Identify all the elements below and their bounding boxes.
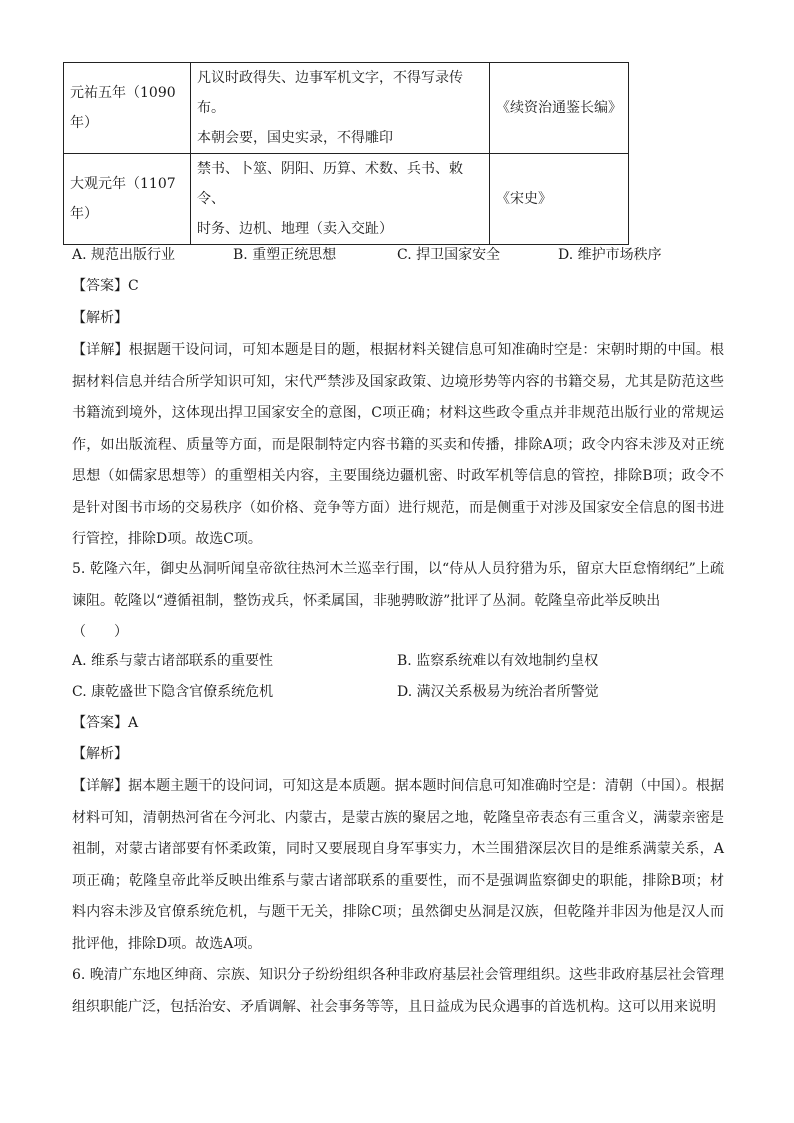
table-cell-time: 元祐五年（1090年） <box>64 63 191 154</box>
q5-option-c: C. 康乾盛世下隐含官僚系统危机 <box>72 684 274 700</box>
content-line: 凡议时政得失、边事军机文字，不得写录传布。 <box>197 70 463 116</box>
q4-option-a: A. 规范出版行业 <box>72 247 176 263</box>
answer-value: A <box>128 715 139 731</box>
content-line: 禁书、卜筮、阴阳、历算、术数、兵书、敕令、 <box>197 161 463 207</box>
answer-label: 【答案】 <box>72 715 128 731</box>
q6-stem: 6. 晚清广东地区绅商、宗族、知识分子纷纷组织各种非政府基层社会管理组织。这些非政府基层社会管理组织职能广泛，包括治安、矛盾调解、社会事务等等，且日益成为民众遇事的首选机构。这可以用来说明 <box>72 967 724 1015</box>
source-table <box>63 62 629 245</box>
table-cell-content <box>191 63 490 154</box>
table-cell-time: 大观元年（1107年） <box>64 154 191 245</box>
table-row <box>64 63 629 154</box>
content-line: 时务、边机、地理（卖入交趾） <box>197 221 393 237</box>
q4-detail: 【详解】根据题干设问词，可知本题是目的题，根据材料关键信息可知准确时空是：宋朝时期的中国。根据材料信息并结合所学知识可知，宋代严禁涉及国家政策、边境形势等内容的书籍交易，尤其是防范这些书籍流到境外，这体现出捍卫国家安全的意图，C项正确；材料这些政令重点并非规范出版行业的常规运作，如出版流程、质量等方面，而是限制特定内容书籍的买卖和传播，排除A项；政令内容未涉及对正统思想（如儒家思想等）的重塑相关内容，主要围绕边疆机密、时政军机等信息的管控，排除B项；政令不是针对图书市场的交易秩序（如价格、竞争等方面）进行规范，而是侧重于对涉及国家安全信息的图书进行管控，排除D项。故选C项。 <box>72 342 724 547</box>
q5-analysis-label: 【解析】 <box>72 746 128 762</box>
q5-detail: 【详解】据本题主题干的设问词，可知这是本质题。据本题时间信息可知准确时空是：清朝（中国）。根据材料可知，清朝热河省在今河北、内蒙古，是蒙古族的聚居之地，乾隆皇帝表态有三重含义，满蒙亲密是祖制，对蒙古诸部要有怀柔政策，同时又要展现自身军事实力，木兰围猎深层次目的是维系满蒙关系，A项正确；乾隆皇帝此举反映出维系与蒙古诸部联系的重要性，而不是强调监察御史的职能，排除B项；材料内容未涉及官僚系统危机，与题干无关，排除C项；虽然御史丛洞是汉族，但乾隆并非因为他是汉人而批评他，排除D项。故选A项。 <box>72 778 724 952</box>
q4-option-b: B. 重塑正统思想 <box>233 247 337 263</box>
answer-value: C <box>128 278 139 294</box>
q5-option-a: A. 维系与蒙古诸部联系的重要性 <box>72 653 274 669</box>
table-cell-source: 《续资治通鉴长编》 <box>490 63 629 154</box>
q4-option-c: C. 捍卫国家安全 <box>397 247 501 263</box>
table-row <box>64 154 629 245</box>
table-cell-content <box>191 154 490 245</box>
q5-stem-text: 5. 乾隆六年，御史丛洞听闻皇帝欲往热河木兰巡幸行围，以“侍从人员狩猎为乐，留京大臣怠惰纲纪”上疏谏阻。乾隆以“遵循祖制，整饬戎兵，怀柔属国，非驰骋畋游”批评了丛洞。乾隆皇帝此举反映出 <box>72 561 724 609</box>
q5-answer-bracket: （ ） <box>72 624 128 640</box>
q4-option-d: D. 维护市场秩序 <box>558 247 662 263</box>
q5-option-d: D. 满汉关系极易为统治者所警觉 <box>397 684 599 700</box>
q4-analysis-label: 【解析】 <box>72 310 128 326</box>
q5-stem <box>72 554 724 649</box>
q5-option-b: B. 监察系统难以有效地制约皇权 <box>397 653 599 669</box>
table-cell-source: 《宋史》 <box>490 154 629 245</box>
answer-label: 【答案】 <box>72 278 128 294</box>
q5-answer <box>72 713 138 733</box>
q4-answer <box>72 276 139 296</box>
content-line: 本朝会要，国史实录，不得雕印 <box>197 130 393 146</box>
